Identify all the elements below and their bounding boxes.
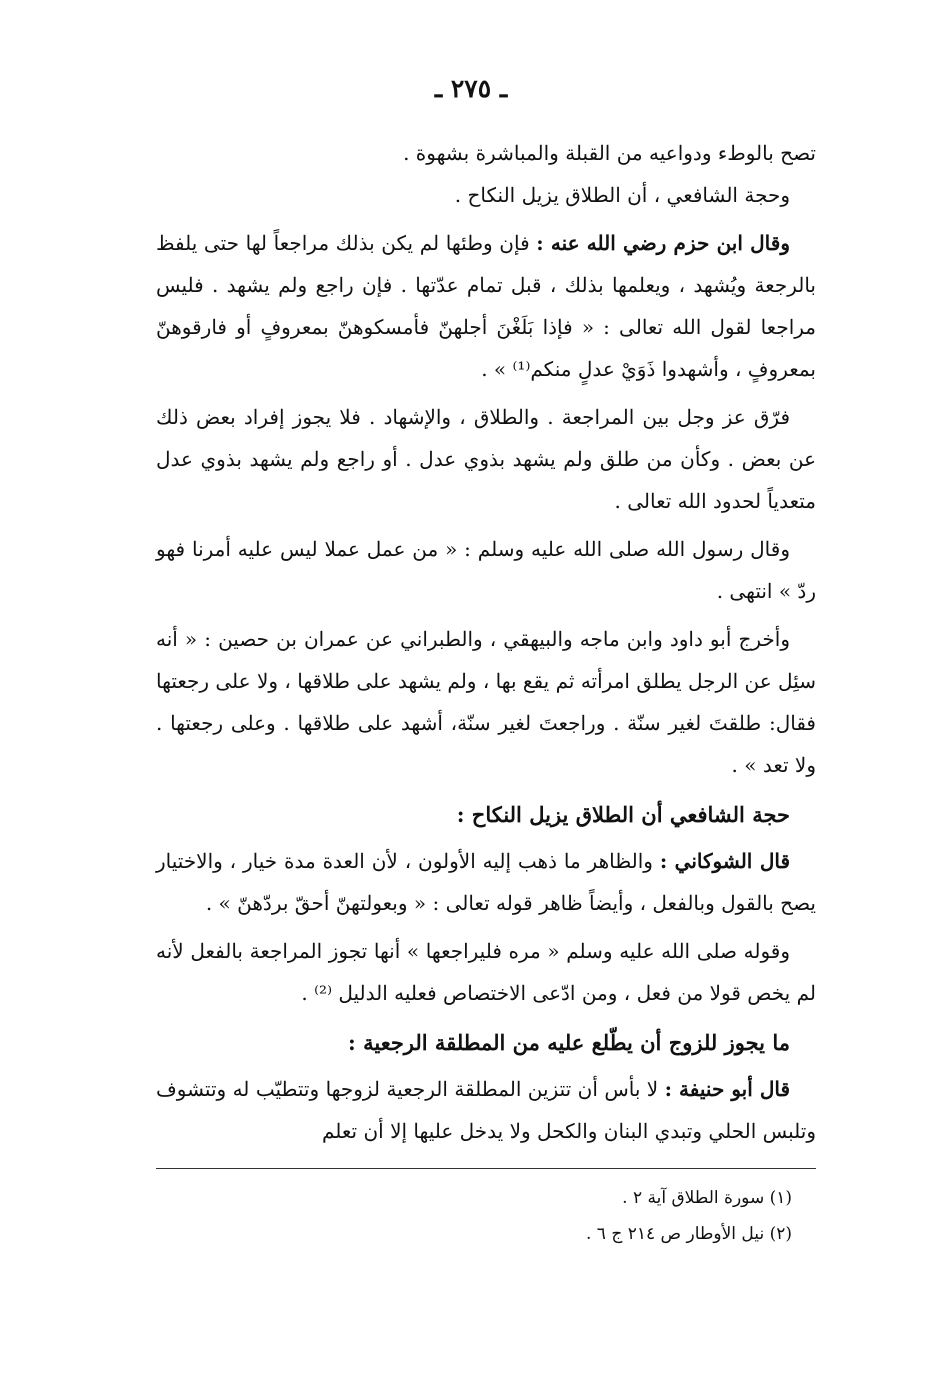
- paragraph-abu-hanifa: [156, 1068, 816, 1152]
- paragraph-6: وأخرج أبو داود وابن ماجه والبيهقي ، والطبراني عن عمران بن حصين : « أنه سئِل عن الرجل يطلق امرأته ثم يقع بها ، ولم يشهد على طلاقها ، ولا على رجعتها فقال: طلقتَ لغير سنّة . وراجعتَ لغير سنّة، أشهد على طلاقها . وعلى رجعتها . ولا تعد » .: [156, 627, 816, 777]
- footnote-separator: [156, 1168, 816, 1169]
- paragraph-4: فرّق عز وجل بين المراجعة . والطلاق ، والإشهاد . فلا يجوز إفراد بعض ذلك عن بعض . وكأن من طلق ولم يشهد بذوي عدل . أو راجع ولم يشهد بذوي عدل متعدياً لحدود الله تعالى .: [156, 405, 816, 513]
- page-number: ـ ٢٧٥ ـ: [434, 74, 508, 103]
- ibn-hazm-text: فإن وطئها لم يكن بذلك مراجعاً لها حتى يلفظ بالرجعة ويُشهد ، ويعلمها بذلك ، قبل تمام عدّتها . فإن راجع ولم يشهد . فليس مراجعا لقول الله تعالى : « فإذا بَلَغْنَ أجلهنّ فأمسكوهنّ بمعروفٍ أو فارقوهنّ بمعروفٍ ، وأشهدوا ذَوَيْ عدلٍ منكم⁽¹⁾ » .: [156, 231, 816, 381]
- abu-hanifa-text: لا بأس أن تتزين المطلقة الرجعية لزوجها وتتطيّب له وتتشوف وتلبس الحلي وتبدي البنان والكحل ولا يدخل عليها إلا أن تعلم: [156, 1077, 816, 1143]
- ibn-hazm-lead: وقال ابن حزم رضي الله عنه :: [536, 231, 790, 255]
- footnote-2: (٢) نيل الأوطار ص ٢١٤ ج ٦ .: [585, 1224, 792, 1244]
- paragraph-1: تصح بالوطء ودواعيه من القبلة والمباشرة بشهوة .: [403, 141, 816, 165]
- heading-husband: ما يجوز للزوج أن يطّلع عليه من المطلقة الرجعية :: [348, 1030, 790, 1055]
- paragraph-ibn-hazm: [156, 222, 816, 390]
- paragraph-2: وحجة الشافعي ، أن الطلاق يزيل النكاح .: [454, 183, 790, 207]
- paragraph-5: وقال رسول الله صلى الله عليه وسلم : « من عمل عملا ليس عليه أمرنا فهو ردّ » انتهى .: [156, 537, 816, 603]
- paragraph-8: وقوله صلى الله عليه وسلم « مره فليراجعها » أنها تجوز المراجعة بالفعل لأنه لم يخص قولا من فعل ، ومن ادّعى الاختصاص فعليه الدليل ⁽²⁾ .: [156, 939, 816, 1005]
- shawkani-text: والظاهر ما ذهب إليه الأولون ، لأن العدة مدة خيار ، والاختيار يصح بالقول وبالفعل ، وأيضاً ظاهر قوله تعالى : « وبعولتهنّ أحقّ بردّهنّ » .: [156, 849, 816, 915]
- heading-shafii: حجة الشافعي أن الطلاق يزيل النكاح :: [456, 802, 790, 827]
- abu-hanifa-lead: قال أبو حنيفة :: [664, 1077, 790, 1101]
- shawkani-lead: قال الشوكاني :: [659, 849, 791, 873]
- paragraph-shawkani: [156, 840, 816, 924]
- page-body: [156, 132, 816, 1152]
- footnotes: [172, 1180, 792, 1252]
- footnote-1: (١) سورة الطلاق آية ٢ .: [622, 1188, 792, 1208]
